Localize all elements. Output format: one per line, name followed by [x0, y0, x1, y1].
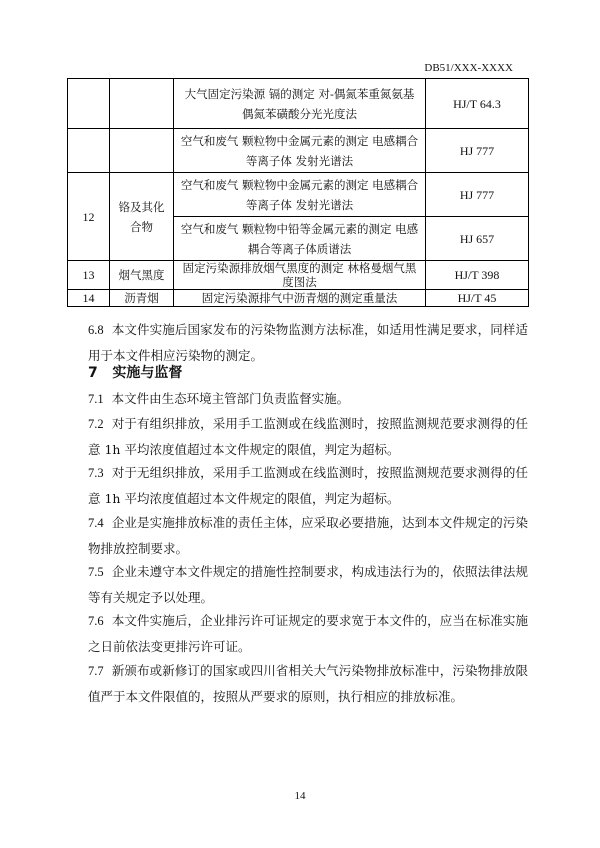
pollutant-cell: 沥青烟 [110, 290, 174, 307]
method-cell: 大气固定污染源 镉的测定 对-偶氮苯重氮氨基偶氮苯磺酸分光光度法 [174, 79, 426, 129]
section-7-heading [88, 362, 182, 382]
clause-7-3 [88, 460, 528, 511]
clause-7-1 [88, 386, 528, 412]
pollutant-cell [110, 79, 174, 129]
clause-7-6 [88, 608, 528, 659]
clause-text: 企业未遵守本文件规定的措施性控制要求，构成违法行为的，依照法律法规等有关规定予以处理。 [88, 564, 528, 605]
method-cell: 空气和废气 颗粒物中金属元素的测定 电感耦合等离子体 发射光谱法 [174, 129, 426, 173]
clause-number: 7.3 [88, 466, 104, 480]
section-number: 7 [88, 365, 98, 381]
standard-cell: HJ/T 64.3 [426, 79, 529, 129]
no-cell: 13 [68, 261, 110, 290]
monitoring-method-table [67, 78, 529, 307]
clause-text: 对于无组织排放，采用手工监测或在线监测时，按照监测规范要求测得的任意 1h 平均浓度值超过本文件规定的限值，判定为超标。 [88, 465, 528, 506]
table-row [68, 261, 529, 290]
table-row [68, 79, 529, 129]
clause-number: 7.5 [88, 565, 104, 579]
clause-text: 本文件实施后国家发布的污染物监测方法标准，如适用性满足要求，同样适用于本文件相应污染物的测定。 [88, 322, 528, 363]
clause-text: 本文件实施后，企业排污许可证规定的要求宽于本文件的，应当在标准实施之日前依法变更排污许可证。 [88, 613, 528, 654]
section-title: 实施与监督 [112, 365, 183, 381]
page-number: 14 [294, 790, 306, 802]
clause-text: 新颁布或新修订的国家或四川省相关大气污染物排放标准中，污染物排放限值严于本文件限值的，按照从严要求的原则，执行相应的排放标准。 [88, 663, 528, 704]
clause-7-7 [88, 658, 528, 709]
clause-7-4 [88, 510, 528, 561]
method-cell: 固定污染源排气中沥青烟的测定重量法 [174, 290, 426, 307]
clause-number: 7.2 [88, 417, 104, 431]
table-row [68, 173, 529, 217]
no-cell [68, 79, 110, 129]
clause-text: 本文件由生态环境主管部门负责监督实施。 [111, 391, 350, 406]
clause-text: 对于有组织排放，采用手工监测或在线监测时，按照监测规范要求测得的任意 1h 平均浓度值超过本文件规定的限值，判定为超标。 [88, 416, 528, 457]
table-row [68, 290, 529, 307]
clause-text: 企业是实施排放标准的责任主体，应采取必要措施，达到本文件规定的污染物排放控制要求。 [88, 515, 528, 556]
table-row [68, 129, 529, 173]
clause-6-8 [88, 317, 528, 368]
standard-cell: HJ/T 45 [426, 290, 529, 307]
clause-7-2 [88, 411, 528, 462]
clause-number: 7.7 [88, 664, 104, 678]
pollutant-cell: 烟气黑度 [110, 261, 174, 290]
clause-number: 6.8 [88, 323, 104, 337]
standard-cell: HJ 777 [426, 129, 529, 173]
method-cell: 空气和废气 颗粒物中铅等金属元素的测定 电感耦合等离子体质谱法 [174, 217, 426, 261]
pollutant-cell [110, 129, 174, 173]
method-cell: 空气和废气 颗粒物中金属元素的测定 电感耦合等离子体 发射光谱法 [174, 173, 426, 217]
standard-cell: HJ 657 [426, 217, 529, 261]
clause-number: 7.4 [88, 516, 104, 530]
document-code: DB51/XXX-XXXX [424, 62, 513, 74]
clause-number: 7.6 [88, 614, 104, 628]
standard-cell: HJ/T 398 [426, 261, 529, 290]
clause-7-5 [88, 559, 528, 610]
no-cell: 12 [68, 173, 110, 261]
no-cell [68, 129, 110, 173]
no-cell: 14 [68, 290, 110, 307]
standard-cell: HJ 777 [426, 173, 529, 217]
clause-number: 7.1 [88, 392, 104, 406]
pollutant-cell: 铬及其化合物 [110, 173, 174, 261]
method-cell: 固定污染源排放烟气黑度的测定 林格曼烟气黑度图法 [174, 261, 426, 290]
